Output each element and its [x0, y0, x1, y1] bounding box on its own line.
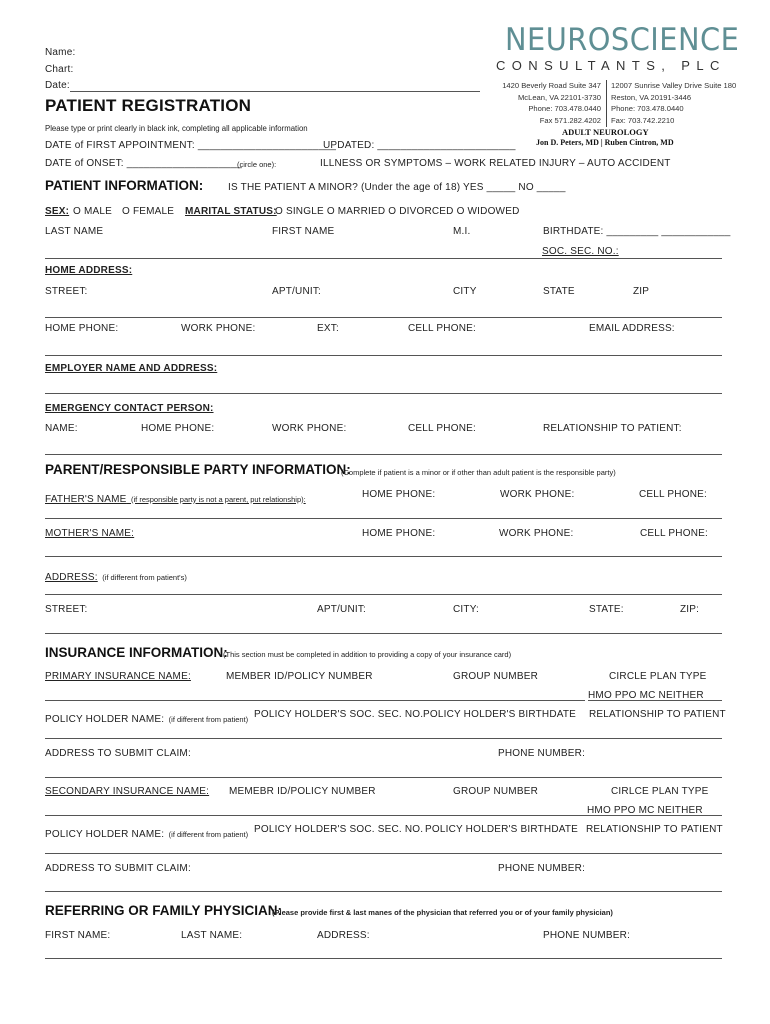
name-label: Name:: [45, 47, 76, 58]
emergency-home-phone-label: HOME PHONE:: [141, 423, 215, 434]
home-address-line[interactable]: [45, 317, 722, 318]
cell-phone-label: CELL PHONE:: [408, 323, 476, 334]
home-phone-label: HOME PHONE:: [45, 323, 119, 334]
primary-claim-line[interactable]: [45, 777, 722, 778]
father-work-phone-label: WORK PHONE:: [500, 489, 575, 500]
birthdate-field[interactable]: BIRTHDATE: _________ ____________: [543, 226, 731, 237]
parent-city-label: CITY:: [453, 604, 480, 615]
physician-first-name-label: FIRST NAME:: [45, 930, 111, 941]
marital-status-options[interactable]: O SINGLE O MARRIED O DIVORCED O WIDOWED: [275, 206, 520, 217]
mi-label: M.I.: [453, 226, 471, 237]
updated-field[interactable]: UPDATED: ________________________: [323, 140, 516, 151]
parent-zip-label: ZIP:: [680, 604, 700, 615]
onset-field[interactable]: DATE of ONSET: ____________________: [45, 158, 242, 169]
first-name-label: FIRST NAME: [272, 226, 335, 237]
secondary-relationship-label: RELATIONSHIP TO PATIENT: [586, 824, 723, 835]
date-line[interactable]: [70, 91, 480, 92]
primary-group-label: GROUP NUMBER: [453, 671, 539, 682]
secondary-phone-label: PHONE NUMBER:: [498, 863, 586, 874]
primary-phone-label: PHONE NUMBER:: [498, 748, 586, 759]
primary-plan-type-label: CIRCLE PLAN TYPE: [609, 671, 707, 682]
physician-heading: REFERRING OR FAMILY PHYSICIAN:: [45, 903, 283, 918]
physician-phone-label: PHONE NUMBER:: [543, 930, 631, 941]
physician-note: (Please provide first & last manes of the physician that referred you or of your family physician): [272, 908, 613, 917]
instruction-text: Please type or print clearly in black ink, completing all applicable information: [45, 124, 308, 133]
employer-heading: EMPLOYER NAME AND ADDRESS:: [45, 363, 218, 374]
mother-work-phone-label: WORK PHONE:: [499, 528, 574, 539]
secondary-insurance-label: SECONDARY INSURANCE NAME:: [45, 786, 210, 797]
sex-label: SEX:: [45, 206, 70, 217]
primary-insurance-label: PRIMARY INSURANCE NAME:: [45, 671, 191, 682]
secondary-plan-type-label: CIRLCE PLAN TYPE: [611, 786, 709, 797]
parent-street-line[interactable]: [45, 633, 722, 634]
mother-line[interactable]: [45, 556, 722, 557]
patient-info-heading: PATIENT INFORMATION:: [45, 178, 204, 193]
parent-note: (Complete if patient is a minor or if other than adult patient is the responsible party): [341, 468, 616, 477]
secondary-holder-line[interactable]: [45, 853, 722, 854]
father-home-phone-label: HOME PHONE:: [362, 489, 436, 500]
primary-relationship-label: RELATIONSHIP TO PATIENT: [589, 709, 726, 720]
father-line[interactable]: [45, 518, 722, 519]
logo-main: NEUROSCIENCE: [505, 22, 740, 58]
last-name-label: LAST NAME: [45, 226, 104, 237]
office-mclean: 1420 Beverly Road Suite 347 McLean, VA 22101-3730 Phone: 703.478.0440 Fax 571.282.4202: [502, 81, 601, 125]
physician-last-name-label: LAST NAME:: [181, 930, 243, 941]
emergency-work-phone-label: WORK PHONE:: [272, 423, 347, 434]
primary-insurance-line[interactable]: [45, 700, 585, 701]
date-label: Date:: [45, 80, 70, 91]
patient-name-line[interactable]: [45, 258, 722, 259]
emergency-name-label: NAME:: [45, 423, 78, 434]
logo-divider: [606, 80, 607, 127]
email-label: EMAIL ADDRESS:: [589, 323, 675, 334]
secondary-plan-options[interactable]: HMO PPO MC NEITHER: [587, 805, 703, 816]
ext-label: EXT:: [317, 323, 339, 334]
illness-options[interactable]: ILLNESS OR SYMPTOMS – WORK RELATED INJURY – AUTO ACCIDENT: [320, 158, 671, 169]
primary-holder-ssn-label: POLICY HOLDER'S SOC. SEC. NO.: [254, 709, 424, 720]
secondary-holder-label: POLICY HOLDER NAME: (if different from patient): [45, 829, 249, 840]
mother-cell-phone-label: CELL PHONE:: [640, 528, 708, 539]
chart-label: Chart:: [45, 64, 74, 75]
office-reston: 12007 Sunrise Valley Drive Suite 180 Reston, VA 20191-3446 Phone: 703.478.0440 Fax: 703.742.2210: [611, 81, 737, 125]
parent-address-line[interactable]: [45, 594, 722, 595]
primary-holder-label: POLICY HOLDER NAME: (if different from patient): [45, 714, 249, 725]
father-cell-phone-label: CELL PHONE:: [639, 489, 707, 500]
physician-address-label: ADDRESS:: [317, 930, 370, 941]
sex-male-option[interactable]: O MALE: [73, 206, 112, 217]
secondary-claim-line[interactable]: [45, 891, 722, 892]
insurance-heading: INSURANCE INFORMATION:: [45, 645, 228, 660]
physician-line[interactable]: [45, 958, 722, 959]
sex-female-option[interactable]: O FEMALE: [122, 206, 175, 217]
department: ADULT NEUROLOGY: [562, 127, 649, 137]
primary-member-id-label: MEMBER ID/POLICY NUMBER: [226, 671, 373, 682]
employer-line[interactable]: [45, 393, 722, 394]
secondary-claim-address-label: ADDRESS TO SUBMIT CLAIM:: [45, 863, 191, 874]
logo-sub: CONSULTANTS, PLC: [496, 58, 726, 73]
emergency-heading: EMERGENCY CONTACT PERSON:: [45, 403, 214, 414]
secondary-member-id-label: MEMEBR ID/POLICY NUMBER: [229, 786, 376, 797]
first-appointment-field[interactable]: DATE of FIRST APPOINTMENT: ________________________: [45, 140, 337, 151]
mother-home-phone-label: HOME PHONE:: [362, 528, 436, 539]
street-label: STREET:: [45, 286, 88, 297]
emergency-relationship-label: RELATIONSHIP TO PATIENT:: [543, 423, 682, 434]
primary-plan-line: [588, 700, 722, 701]
parent-state-label: STATE:: [589, 604, 624, 615]
phone-line[interactable]: [45, 355, 722, 356]
primary-plan-options[interactable]: HMO PPO MC NEITHER: [588, 690, 704, 701]
doctors: Jon D. Peters, MD | Ruben Cintron, MD: [536, 138, 674, 147]
secondary-group-label: GROUP NUMBER: [453, 786, 539, 797]
parent-street-label: STREET:: [45, 604, 88, 615]
secondary-holder-ssn-label: POLICY HOLDER'S SOC. SEC. NO.: [254, 824, 424, 835]
primary-claim-address-label: ADDRESS TO SUBMIT CLAIM:: [45, 748, 191, 759]
city-label: CITY: [453, 286, 477, 297]
primary-holder-birthdate-label: POLICY HOLDER'S BIRTHDATE: [423, 709, 577, 720]
mother-name-label: MOTHER'S NAME:: [45, 528, 135, 539]
apt-label: APT/UNIT:: [272, 286, 322, 297]
secondary-plan-line: [576, 815, 722, 816]
parent-apt-label: APT/UNIT:: [317, 604, 367, 615]
page-title: PATIENT REGISTRATION: [45, 96, 252, 115]
state-label: STATE: [543, 286, 575, 297]
insurance-note: (This section must be completed in addition to providing a copy of your insurance card): [223, 650, 512, 659]
parent-address-label: ADDRESS: (if different from patient's): [45, 572, 187, 583]
circle-one-note: (circle one):: [237, 160, 277, 169]
primary-holder-line[interactable]: [45, 738, 722, 739]
zip-label: ZIP: [633, 286, 650, 297]
secondary-insurance-line[interactable]: [45, 815, 585, 816]
emergency-line[interactable]: [45, 454, 722, 455]
parent-heading: PARENT/RESPONSIBLE PARTY INFORMATION:: [45, 462, 351, 477]
marital-status-label: MARITAL STATUS:: [185, 206, 277, 217]
father-name-label: FATHER'S NAME (if responsible party is not a parent, put relationship):: [45, 494, 306, 505]
minor-question[interactable]: IS THE PATIENT A MINOR? (Under the age of 18) YES _____ NO _____: [228, 182, 566, 193]
ssn-label: SOC. SEC. NO.:: [542, 246, 619, 257]
emergency-cell-phone-label: CELL PHONE:: [408, 423, 476, 434]
secondary-holder-birthdate-label: POLICY HOLDER'S BIRTHDATE: [425, 824, 579, 835]
home-address-heading: HOME ADDRESS:: [45, 265, 133, 276]
work-phone-label: WORK PHONE:: [181, 323, 256, 334]
